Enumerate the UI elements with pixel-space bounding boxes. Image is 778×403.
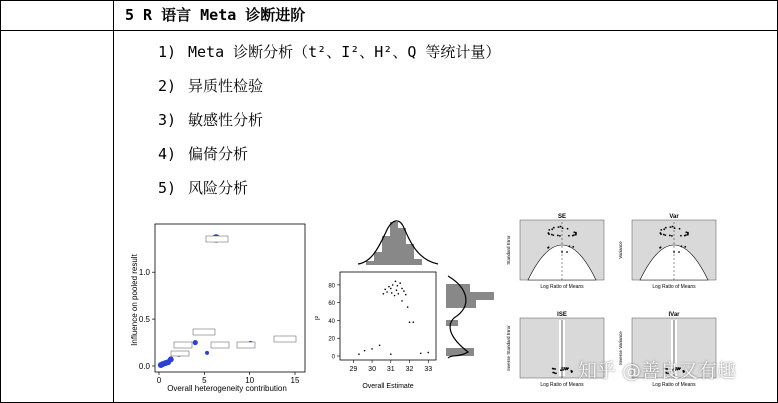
data-point [427,352,429,354]
data-point [669,235,671,237]
gosh-plot [308,214,498,396]
data-point [562,369,564,371]
data-point [379,345,381,347]
data-point [548,229,550,231]
y-tick-label: 60 [328,301,335,308]
data-point [575,234,577,236]
data-point [399,282,401,284]
data-point [557,235,559,237]
data-point [395,281,397,283]
data-point [405,294,407,296]
x-tick-label: 10 [245,376,255,385]
data-point [555,372,557,374]
data-point [562,227,564,229]
data-point [663,234,665,236]
data-point [552,368,554,370]
panel-title: SE [557,214,567,220]
list-item: 1) Meta 诊断分析（t²、I²、H²、Q 等统计量） [158,43,501,61]
list-item: 4) 偏倚分析 [158,145,249,163]
row-divider [0,30,778,31]
data-point [561,367,563,369]
top-histogram [358,221,438,265]
data-point [570,370,572,372]
data-point [663,228,665,230]
baujat-plot [125,214,310,396]
panel-title: IVar [668,312,680,318]
x-tick-label: 15 [290,376,300,385]
data-point [420,353,422,355]
data-point [563,367,565,369]
data-point [193,340,198,345]
y-axis-label: Variance [618,241,623,259]
x-tick-label: 32 [405,366,414,373]
data-point [681,245,683,247]
data-point [551,234,553,236]
data-point [390,353,392,355]
data-point [551,228,553,230]
data-point [553,227,555,229]
list-item: 2) 异质性检验 [158,77,264,95]
x-tick-label: 31 [386,366,395,373]
x-axis-label: Log Ratio of Means [540,284,584,290]
data-point [564,369,566,371]
data-point [673,251,675,253]
data-point [560,226,562,228]
section-title: 5 R 语言 Meta 诊断进阶 [125,6,306,24]
column-divider [113,0,114,403]
data-point [680,235,682,237]
data-point [674,227,676,229]
data-point [409,321,411,323]
data-point [397,285,399,287]
study-label-box [206,236,228,242]
y-axis-label: Influence on pooled result [130,254,139,346]
plot-frame [340,272,436,360]
data-point [573,231,575,233]
data-point [392,284,394,286]
study-label-box [193,329,215,335]
data-point [168,356,174,362]
data-point [572,246,574,248]
data-point [391,292,393,294]
data-point [386,291,388,293]
data-point [384,289,386,291]
study-label-box [174,342,192,348]
data-point [388,286,390,288]
data-point [670,226,672,228]
panel-title: Var [669,214,679,220]
data-point [397,293,399,295]
y-axis-label: Inverse Standard Error [506,325,511,371]
data-point [679,228,681,230]
data-point [565,367,567,369]
y-tick-label: 0.5 [138,315,150,325]
study-label-box [237,342,255,348]
y-tick-label: 0.0 [138,362,150,371]
data-point [566,251,568,253]
x-axis-label: Overall heterogeneity contribution [167,384,287,393]
y-axis-label: I² [315,315,322,321]
y-tick-label: 40 [328,318,335,325]
data-point [394,295,396,297]
data-point [403,290,405,292]
data-point [569,245,571,247]
data-point [552,234,554,236]
list-item: 5) 风险分析 [158,179,249,197]
x-axis-label: Log Ratio of Means [652,382,696,388]
data-point [664,234,666,236]
data-point [358,353,360,355]
y-tick-label: 80 [328,283,335,290]
data-point [567,367,569,369]
study-label-box [274,336,296,342]
panel-title: ISE [557,312,567,318]
data-point [572,235,574,237]
list-item: 3) 敏感性分析 [158,111,264,129]
data-point [659,232,661,234]
data-point [567,228,569,230]
data-point [560,369,562,371]
data-point [401,300,403,302]
y-tick-label: 1.0 [138,268,150,278]
x-tick-label: 33 [424,366,433,373]
data-point [687,234,689,236]
x-tick-label: 30 [368,366,376,373]
data-point [568,235,570,237]
x-tick-label: 0 [156,376,162,385]
data-point [396,289,398,291]
y-tick-label: 0 [331,354,335,361]
data-point [684,235,686,237]
data-point [659,247,661,249]
watermark: 知乎 @善良又有趣 [578,360,737,382]
x-tick-label: 29 [349,366,358,373]
data-point [665,227,667,229]
data-point [671,235,673,237]
data-point [205,351,209,355]
data-point [401,288,403,290]
data-point [558,226,560,228]
data-point [547,247,549,249]
y-tick-label: 20 [328,336,335,343]
x-tick-label: 5 [202,376,207,385]
data-point [672,226,674,228]
data-point [561,251,563,253]
data-point [371,348,373,350]
y-axis-label: Inverse Variance [618,331,623,365]
data-point [559,235,561,237]
data-point [685,231,687,233]
data-point [364,350,366,352]
data-point [553,372,555,374]
data-point [390,288,392,290]
study-label-box [171,351,189,356]
x-axis-label: Log Ratio of Means [540,382,584,388]
data-point [660,229,662,231]
y-axis-label: Standard Error [506,235,511,265]
data-point [412,321,414,323]
study-label-box [211,342,229,348]
data-point [383,293,385,295]
data-point [678,251,680,253]
x-axis-label: Log Ratio of Means [652,284,696,290]
data-point [684,246,686,248]
data-point [407,306,409,308]
x-axis-label: Overall Estimate [362,383,414,390]
right-histogram [446,276,494,358]
plot-frame [155,224,305,372]
data-point [547,232,549,234]
